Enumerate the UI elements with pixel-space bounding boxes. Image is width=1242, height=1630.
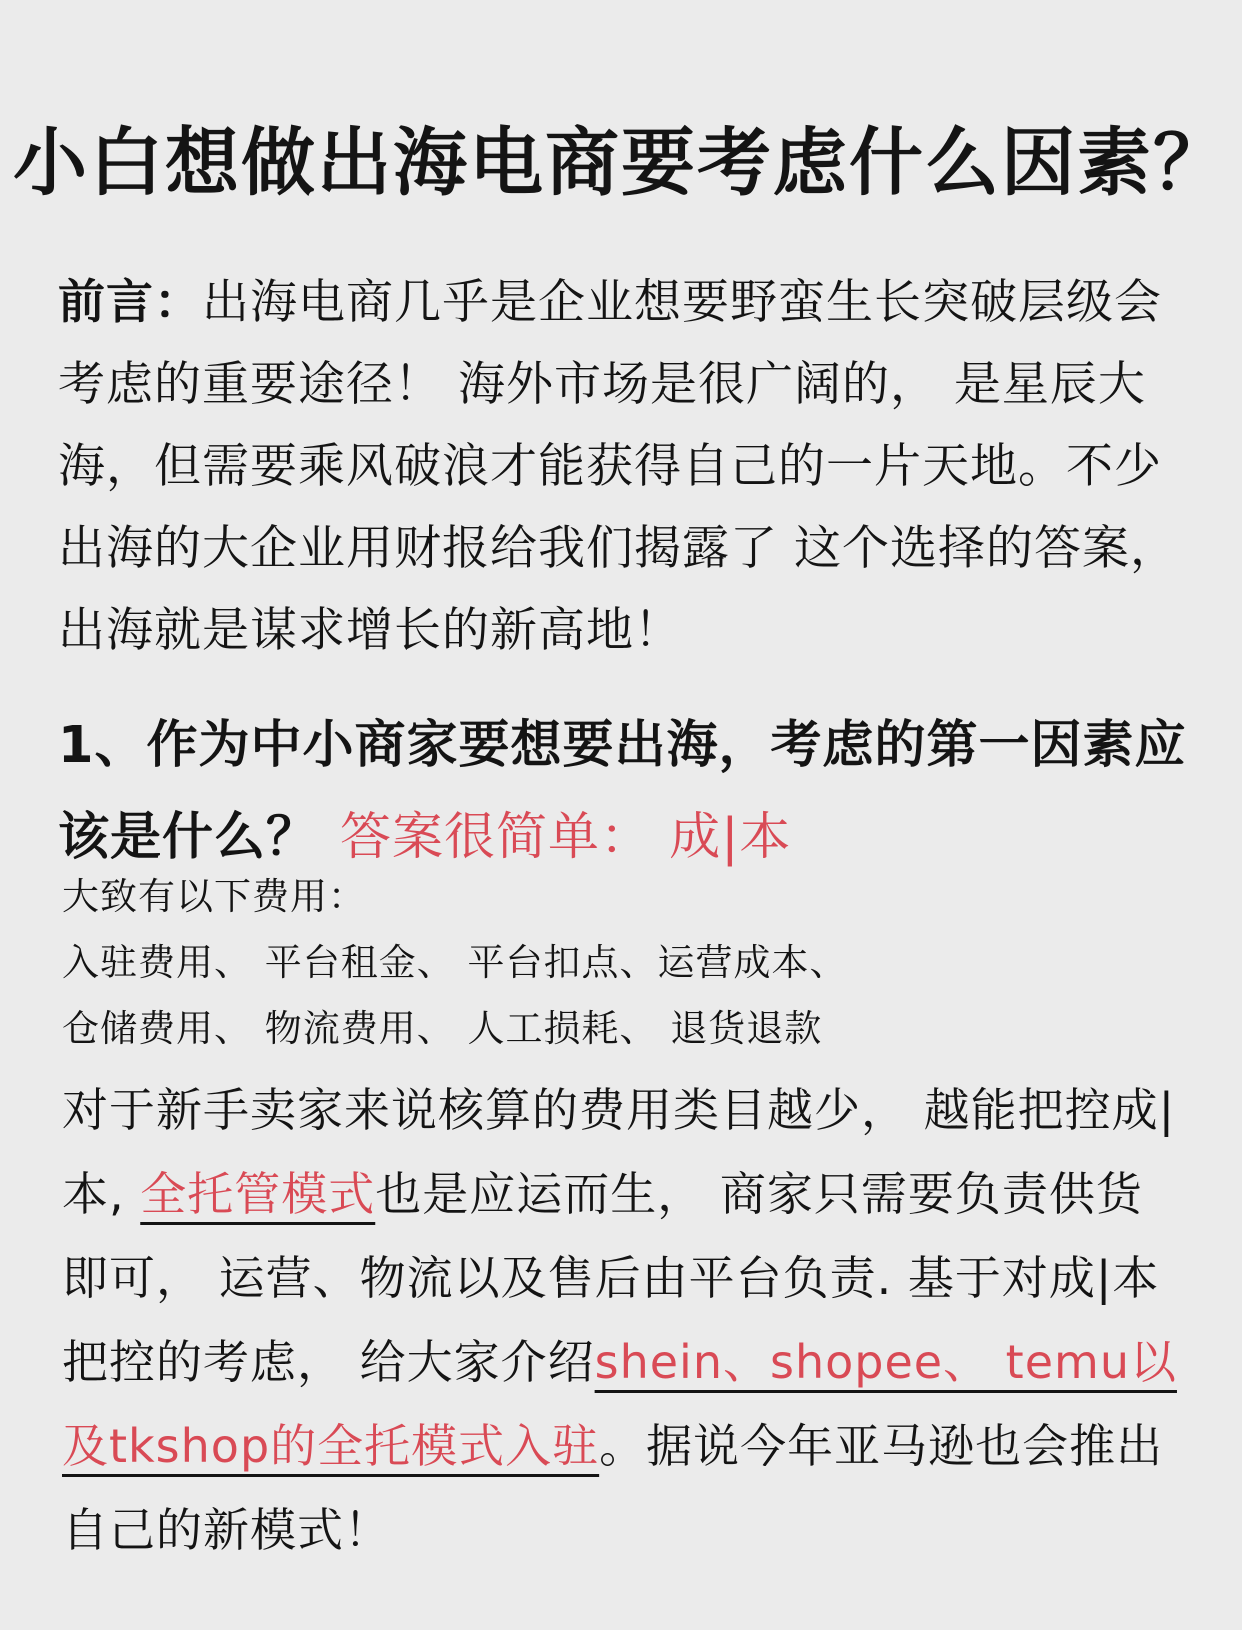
body-paragraph [62,1068,1182,1572]
body-text: 也是应运而生， 商家只需要负责供货即可， 运营、物流以及售后由平台负责. 基于对成|本把控的考虑， 给大家介绍 [62,1167,1160,1389]
cost-list-line: 仓储费用、 物流费用、 人工损耗、 退货退款 [62,1007,823,1050]
intro-paragraph [58,262,1188,672]
highlight-full-custody-mode: 全托管模式 [140,1167,376,1221]
highlight-platforms: shein、shopee、 temu以及tkshop的全托模式入驻 [62,1335,1177,1473]
cost-list-intro: 大致有以下费用： [62,875,366,918]
cost-list [62,864,1162,1062]
cost-list-line: 入驻费用、 平台租金、 平台扣点、运营成本、 [62,941,848,984]
intro-lead-label: 前言： [58,275,202,330]
body-text: 。据说今年亚马逊也会推出自己的新模式！ [62,1419,1164,1557]
intro-text: 出海电商几乎是企业想要野蛮生长突破层级会考虑的重要途径！ 海外市场是很广阔的， 是星辰大海，但需要乘风破浪才能获得自己的一片天地。不少出海的大企业用财报给我们揭露了 这个选择的答案，出海就是谋求增长的新高地！ [58,275,1178,658]
section-1-answer: 答案很简单： 成|本 [340,808,792,867]
section-1-question: 1、作为中小商家要想要出海，考虑的第一因素应该是什么？ [58,716,1187,867]
section-1-heading [58,700,1208,884]
body-text: 对于新手卖家来说核算的费用类目越少， 越能把控成|本, [62,1083,1176,1221]
page-title: 小白想做出海电商要考虑什么因素？ [13,120,1229,206]
